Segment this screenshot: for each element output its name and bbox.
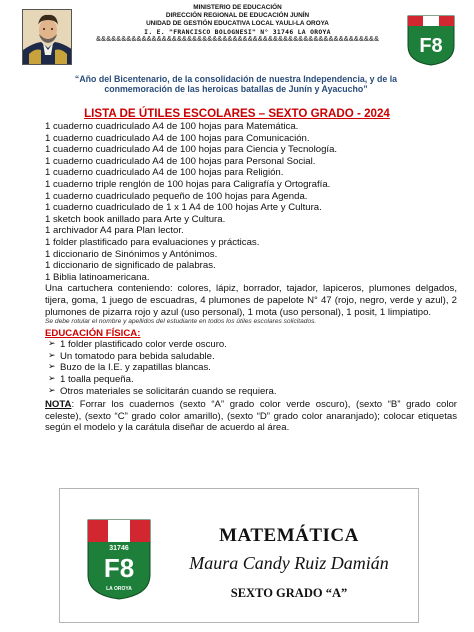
pe-list-item: ➢ Un tomatodo para bebida saludable. [45, 351, 457, 363]
institution-header [95, 4, 380, 44]
pe-list-item: ➢ 1 folder plastificado color verde oscuro. [45, 339, 457, 351]
school-crest-icon [85, 517, 153, 601]
pe-list-item: ➢ 1 toalla pequeña. [45, 374, 457, 386]
note-paragraph [45, 399, 457, 434]
physical-education-title: EDUCACIÓN FÍSICA: [45, 327, 141, 339]
pe-list-item: ➢ Buzo de la I.E. y zapatillas blancas. [45, 362, 457, 374]
header-ornament-line: &&&&&&&&&&&&&&&&&&&&&&&&&&&&&&&&&&&&&&&&&&&&&&&&&&&&&&&& [95, 36, 380, 43]
school-crest-icon [404, 12, 458, 66]
note-text: : Forrar los cuadernos (sexto “A” grado color verde oscuro), (sexto “B” grado color celeste), (sexto “C” grado color amarillo), (sexto “D” grado color anaranjado); colocar etiquetas según el modelo y la carátula diseñar de acuerdo al área. [45, 399, 457, 434]
list-item: 1 cuaderno cuadriculado de 1 x 1 A4 de 100 hojas Arte y Cultura. [45, 202, 322, 214]
pencil-case-item: Una cartuchera conteniendo: colores, lápiz, borrador, tajador, lapiceros, plumones delgados, tijera, goma, 1 juego de escuadras, 4 plumones de papelote N° 47 (rojo, negro, verde y azul), 2 plumones de pizarra rojo y azul (uso personal), 1 mota (uso personal), 1 posit, 1 limpiatipo. [45, 283, 457, 318]
list-item: 1 Biblia latinoamericana. [45, 271, 150, 283]
labeling-note: Se debe rotular el nombre y apellidos del estudiante en todos los útiles escolares solicitados. [45, 318, 317, 326]
list-item: 1 cuaderno cuadriculado A4 de 100 hojas para Religión. [45, 167, 284, 179]
header-regional-direction: DIRECCIÓN REGIONAL DE EDUCACIÓN JUNÍN [165, 12, 310, 19]
list-item: 1 cuaderno cuadriculado A4 de 100 hojas para Comunicación. [45, 132, 310, 144]
portrait-image [22, 9, 72, 65]
label-grade: SEXTO GRADO “A” [230, 586, 348, 600]
notebook-label-card [59, 488, 419, 623]
list-item: 1 cuaderno cuadriculado A4 de 100 hojas para Ciencia y Tecnología. [45, 144, 338, 156]
list-item: 1 cuaderno cuadriculado A4 de 100 hojas para Matemática. [45, 121, 299, 132]
supply-list [45, 121, 457, 434]
card-school-logo [85, 517, 153, 601]
year-motto: “Año del Bicentenario, de la consolidación de nuestra Independencia, y de la conmemoración de las heroicas batallas de Junín y Ayacucho” [74, 74, 398, 94]
portrait-icon [23, 10, 72, 65]
list-item: 1 cuaderno cuadriculado pequeño de 100 hojas para Agenda. [45, 190, 308, 202]
list-item: 1 cuaderno cuadriculado A4 de 100 hojas para Personal Social. [45, 155, 316, 167]
label-subject: MATEMÁTICA [219, 525, 359, 546]
logo-initials: I E [111, 525, 127, 539]
logo-city: LA OROYA [106, 586, 132, 592]
list-item: 1 folder plastificado para evaluaciones y prácticas. [45, 236, 260, 248]
list-item: 1 archivador A4 para Plan lector. [45, 225, 184, 237]
label-student-name: Maura Candy Ruiz Damián [189, 553, 389, 573]
header-ministry: MINISTERIO DE EDUCACIÓN [193, 4, 282, 11]
logo-text: F8 [419, 35, 443, 57]
list-item: 1 diccionario de Sinónimos y Antónimos. [45, 248, 218, 260]
header-ugel: UNIDAD DE GESTIÓN EDUCATIVA LOCAL YAULI-LA OROYA [146, 20, 329, 27]
pe-list-item: ➢ Otros materiales se solicitarán cuando se requiera. [45, 386, 457, 398]
list-item: 1 diccionario de significado de palabras. [45, 260, 216, 272]
note-label: NOTA [45, 399, 72, 411]
list-item: 1 sketch book anillado para Arte y Cultura. [45, 213, 226, 225]
list-item: 1 cuaderno triple renglón de 100 hojas para Caligrafía y Ortografía. [45, 178, 331, 190]
school-logo [404, 12, 458, 66]
logo-number: 31746 [109, 545, 129, 552]
logo-text: F8 [103, 553, 135, 583]
header-school: I. E. "FRANCISCO BOLOGNESI" N° 31746 LA OROYA [144, 28, 331, 36]
page-title: LISTA DE ÚTILES ESCOLARES – SEXTO GRADO - 2024 [84, 107, 390, 120]
